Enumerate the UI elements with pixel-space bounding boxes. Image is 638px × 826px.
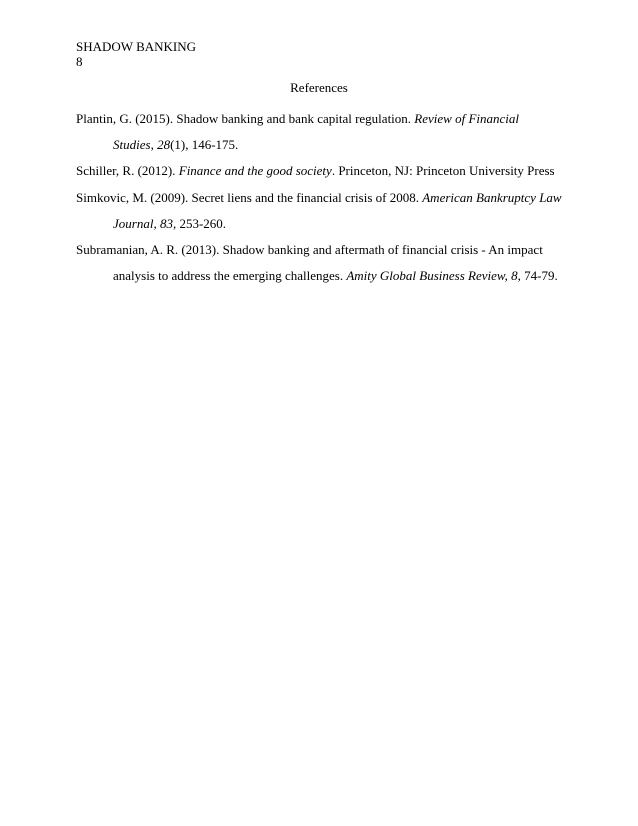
reference-text: Simkovic, M. (2009). Secret liens and the financial crisis of 2008. — [76, 189, 423, 205]
running-head: SHADOW BANKING — [76, 39, 197, 54]
reference-entry-plantin — [76, 106, 562, 158]
references-heading: References — [290, 80, 348, 95]
reference-entry-simkovic — [76, 185, 562, 237]
page-number: 8 — [76, 54, 83, 69]
reference-list — [76, 106, 562, 289]
reference-text: Subramanian, A. R. (2013). Shadow banking and aftermath of financial crisis - An impact analysis to address the emerging challenges. — [76, 242, 543, 284]
reference-tail: . Princeton, NJ: Princeton University Press — [331, 163, 555, 179]
reference-entry-schiller — [76, 158, 562, 184]
reference-text: Schiller, R. (2012). — [76, 163, 179, 179]
reference-text: Plantin, G. (2015). Shadow banking and bank capital regulation. — [76, 111, 415, 126]
journal-title: Review of Financial Studies — [113, 111, 519, 153]
reference-tail: 74-79. — [520, 268, 558, 284]
journal-title: American Bankruptcy Law Journal, 83 — [113, 189, 562, 231]
separator: , — [150, 137, 158, 153]
book-title: Finance and the good society — [178, 163, 332, 179]
reference-tail: , 253-260. — [172, 215, 227, 231]
journal-title: Amity Global Business Review, 8, — [346, 268, 521, 284]
volume-number: 28 — [157, 137, 171, 153]
reference-tail: (1), 146-175. — [170, 137, 239, 153]
reference-entry-subramanian — [76, 237, 562, 289]
